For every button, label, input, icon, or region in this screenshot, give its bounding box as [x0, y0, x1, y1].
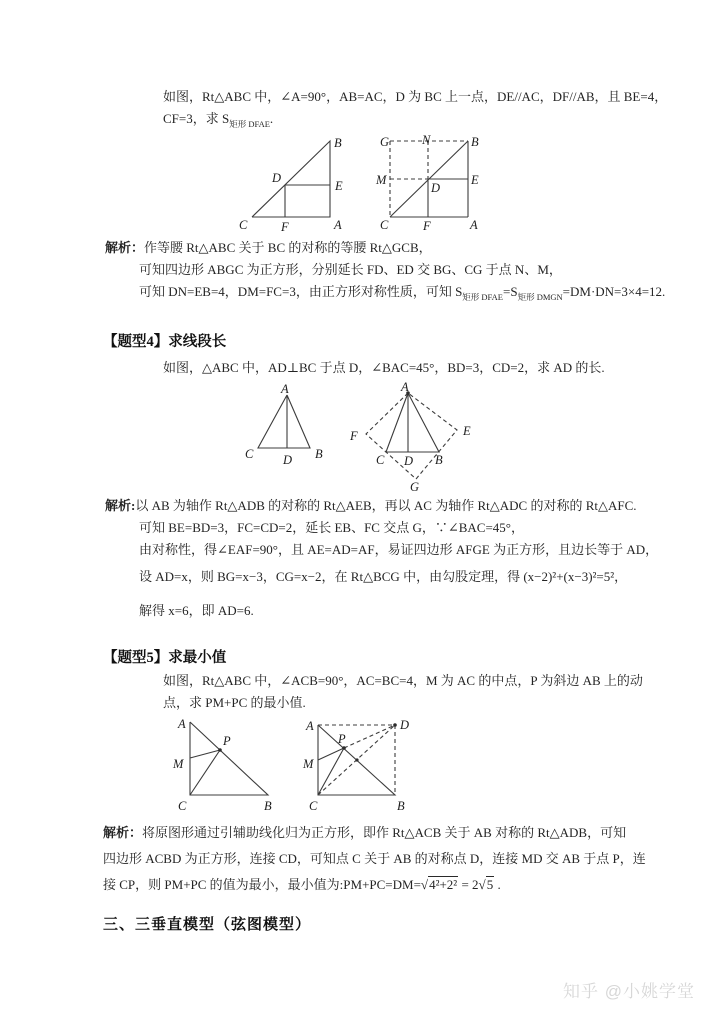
solution-2-line-4: 设 AD=x，则 BG=x−3，CG=x−2，在 Rt△BCG 中，由勾股定理，得 (x−2)²+(x−3)²=5²， — [139, 569, 628, 584]
vertex-label-C: C — [245, 447, 254, 461]
triangle-edges — [190, 722, 268, 795]
solution-3-line-3: 接 CP，则 PM+PC 的值为最小，最小值为:PM+PC=DM=√4²+2² = 2√5 . — [103, 877, 501, 892]
vertex-label-E: E — [463, 424, 471, 438]
solution-1 — [105, 237, 665, 308]
vertex-label-G: G — [380, 135, 390, 149]
figure-1-left-triangle — [239, 136, 343, 234]
solution-2-line-5: 解得 x=6，即 AD=6. — [139, 603, 254, 618]
triangle-edges — [258, 395, 310, 448]
figure-2-svg — [230, 382, 480, 502]
vertex-label-B: B — [334, 136, 342, 150]
vertex-label-D: D — [272, 171, 282, 185]
vertex-label-F: F — [281, 220, 289, 234]
vertex-label-C: C — [380, 218, 389, 232]
figure-3-left-triangle — [172, 717, 272, 813]
solution-2-line-2: 可知 BE=BD=3，FC=CD=2，延长 EB、FC 交点 G，∵∠BAC=45°， — [139, 520, 525, 535]
point-dot-P — [218, 748, 222, 752]
vertex-label-E: E — [471, 173, 479, 187]
vertex-label-E: E — [335, 179, 343, 193]
figure-3-right-square — [302, 718, 409, 813]
vertex-label-B: B — [315, 447, 323, 461]
figure-1-svg — [150, 127, 490, 239]
vertex-label-C: C — [178, 799, 187, 813]
problem-5-line-1: 如图，Rt△ABC 中，∠ACB=90°，AC=BC=4，M 为 AC 的中点，P 为斜边 AB 上的动 — [163, 673, 643, 688]
solution-3-line-1: 解析：将原图形通过引辅助线化归为正方形，即作 Rt△ACB 关于 AB 对称的 Rt△ADB，可知 — [103, 825, 627, 840]
section-5-heading: 【题型5】求最小值 — [103, 650, 227, 666]
figure-2-right-square — [349, 380, 471, 494]
solution-1-line-2: 可知四边形 ABGC 为正方形，分别延长 FD、ED 交 BG、CG 于点 N、M， — [139, 262, 562, 277]
point-dot-P — [342, 746, 346, 750]
vertex-label-A: A — [334, 218, 342, 232]
vertex-label-B: B — [471, 135, 479, 149]
problem-1-line-1: 如图，Rt△ABC 中，∠A=90°，AB=AC，D 为 BC 上一点，DE//AC，DF//AB，且 BE=4， — [163, 89, 668, 104]
solution-1-line-1: 解析：作等腰 Rt△ABC 关于 BC 的对称的等腰 Rt△GCB， — [105, 240, 432, 255]
solution-label: 解析： — [103, 825, 143, 840]
vertex-label-F: F — [423, 219, 431, 233]
vertex-label-A: A — [281, 382, 289, 396]
solution-2-line-1: 解析:以 AB 为轴作 Rt△ADB 的对称的 Rt△AEB，再以 AC 为轴作 Rt△ADC 的对称的 Rt△AFC. — [105, 498, 637, 513]
vertex-label-P: P — [338, 732, 346, 746]
solution-2 — [105, 495, 658, 622]
solution-label: 解析： — [105, 240, 145, 255]
figure-3-svg — [165, 712, 450, 816]
vertex-label-A: A — [306, 719, 314, 733]
solution-3-line-2: 四边形 ACBD 为正方形，连接 CD，可知点 C 关于 AB 的对称点 D，连接 MD 交 AB 于点 P，连 — [103, 851, 646, 866]
zhihu-watermark: 知乎 @小姚学堂 — [563, 982, 695, 1001]
vertex-label-C: C — [376, 453, 385, 467]
vertex-label-P: P — [223, 734, 231, 748]
problem-statement-4: 如图，△ABC 中，AD⊥BC 于点 D，∠BAC=45°，BD=3，CD=2，求 AD 的长. — [163, 360, 605, 375]
vertex-label-D: D — [400, 718, 410, 732]
point-dot-D — [393, 723, 397, 727]
problem-5-line-2: 点，求 PM+PC 的最小值. — [163, 695, 306, 710]
solution-label: 解析: — [105, 498, 136, 513]
vertex-label-C: C — [239, 218, 248, 232]
vertex-label-F: F — [350, 429, 358, 443]
vertex-label-D: D — [404, 454, 414, 468]
vertex-label-M: M — [173, 757, 184, 771]
vertex-label-B: B — [264, 799, 272, 813]
vertex-label-G: G — [410, 480, 420, 494]
vertex-label-A: A — [178, 717, 186, 731]
vertex-label-N: N — [422, 133, 431, 147]
solution-3 — [103, 820, 646, 898]
figure-1-right-square — [375, 133, 479, 233]
chapter-3-heading: 三、三垂直模型（弦图模型） — [103, 917, 312, 933]
vertex-label-C: C — [309, 799, 318, 813]
vertex-label-M: M — [303, 757, 314, 771]
problem-statement-5 — [163, 670, 643, 714]
figure-2-left-triangle — [245, 382, 323, 467]
vertex-label-B: B — [397, 799, 405, 813]
solution-1-line-3: 可知 DN=EB=4，DM=FC=3，由正方形对称性质，可知 $S_{矩形 DFAE}=S_{矩形 DMGN}=DM\cdot DN=3\times 4=12$. — [139, 284, 666, 302]
vertex-label-A: A — [401, 380, 409, 394]
triangle-edges — [252, 141, 330, 217]
vertex-label-M: M — [376, 173, 387, 187]
vertex-label-D: D — [283, 453, 293, 467]
solid-edges — [386, 393, 439, 452]
solution-2-line-3: 由对称性，得∠EAF=90°，且 AE=AD=AF，易证四边形 AFGE 为正方形，且边长等于 AD， — [139, 542, 659, 557]
vertex-label-A: A — [470, 218, 478, 232]
problem-1-line-2: CF=3，求 $S_{矩形 DFAE}$. — [163, 111, 274, 129]
section-4-heading: 【题型4】求线段长 — [103, 334, 227, 350]
vertex-label-D: D — [431, 181, 441, 195]
solid-edges — [390, 141, 468, 217]
point-dot-center — [355, 758, 358, 761]
vertex-label-B: B — [435, 453, 443, 467]
